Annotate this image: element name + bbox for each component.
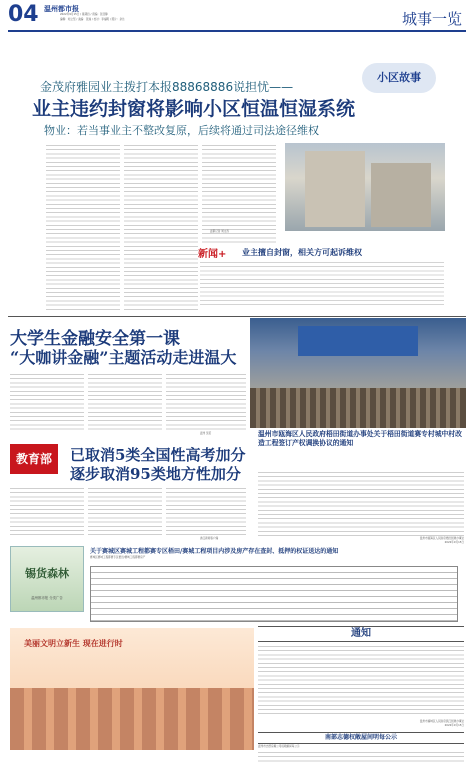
story1-side-badge: 新闻+ [198,249,227,260]
story3-body-col1 [10,486,84,536]
notice-signature: 温州市鹿城区人民政府滨江街道办事处 [419,720,464,723]
photo-stage-screen [298,326,418,356]
notice-title: 通知 [351,628,371,639]
story3-badge [10,444,58,474]
story3-headline-2: 逐步取消95类地方性加分 [70,465,241,483]
story2-body-col3 [166,372,246,432]
section-title: 城事一览 [401,10,462,28]
story3-byline: 浙江新闻客户端 [200,537,219,540]
story3-headline: 已取消5类全国性高考加分 [70,446,246,464]
story3-badge-text: 教育部 [15,452,52,466]
story1-body-col1 [46,143,120,311]
story2-body-col2 [88,372,162,432]
story4-body [258,470,464,536]
meta-line: 2022年9月15日 / 星期四 / 责编：张佳静 [60,13,108,16]
paper-name: 温州都市报 [44,5,79,13]
ad2-box [10,628,254,750]
story1-logo [362,63,436,93]
story1-deck: 物业：若当事业主不整改复原，后续将通过司法途径维权 [44,124,319,137]
story1-kicker: 金茂府雅园业主拨打本报88868886说担忧—— [40,80,294,94]
story5-sub: 赛城区赛城工程都赛专区梧田/赛城工程都赛房产 [90,556,146,559]
story3-body-col2 [88,486,162,536]
page-number: 04 [8,2,39,27]
bottom-ad-title-bar [258,732,464,744]
story4-signature: 温州市瓯海区人民政府梧田街道办事处 [419,537,464,540]
story1-headline: 业主违约封窗将影响小区恒温恒湿系统 [32,98,356,120]
photo-building [371,163,431,227]
section-divider [8,316,466,317]
bottom-ad-title: 南部志德权敞屋间明每公示 [324,734,397,741]
photo-audience [250,388,466,428]
bottom-ad-body [258,750,464,764]
ad2-skyline [10,688,254,750]
ad1-box [10,546,84,612]
header-rule [8,30,466,32]
story3-body-col3 [166,486,246,536]
ad1-sub: 温州都市报 分类广告 [31,596,63,600]
story5-headline: 关于赛城区赛城工程都赛专区梧田/赛城工程项目内涉及房产存在查封、抵押的权证送达的通知 [90,548,339,555]
story1-side-body [200,260,444,306]
story2-photo [250,318,466,428]
story1-body-col2 [124,143,198,311]
story1-logo-text: 小区故事 [377,71,421,84]
story1-byline: 温都记者 周文涛 [210,230,229,233]
story4-date: 2022年9月15日 [444,541,464,544]
notice-date: 2022年9月15日 [444,724,464,727]
story1-side-title: 业主擅自封窗，相关方可起诉维权 [242,248,362,257]
story1-body-col3 [202,143,276,243]
story2-headline-2: “大咖讲金融”主题活动走进温大 [10,348,237,367]
photo-building [305,151,365,227]
page-header [0,0,474,32]
ad2-text: 美丽文明立新生 现在进行时 [24,639,123,648]
story4-headline: 温州市瓯海区人民政府梧田街道办事处关于梧田街道赛专村城中村改造工程签订产权调换协议的通知 [258,430,462,447]
story1-photo [285,143,445,231]
story2-body-col1 [10,372,84,432]
notice-body [258,644,464,716]
story5-table [90,566,458,622]
story2-byline: 温州 吴若 [200,432,212,435]
story2-headline: 大学生金融安全第一课 [10,329,180,349]
ad1-text: 锡货森林 [25,567,69,580]
meta-line-2: 编辑：刘立坚 / 美编：张瑜 / 校对：李福明 / 照片：余达 [60,18,125,21]
bottom-ad-line: 温州市志德房屋公司权敞屋间每公示 [258,745,300,748]
notice-title-bar [258,626,464,642]
